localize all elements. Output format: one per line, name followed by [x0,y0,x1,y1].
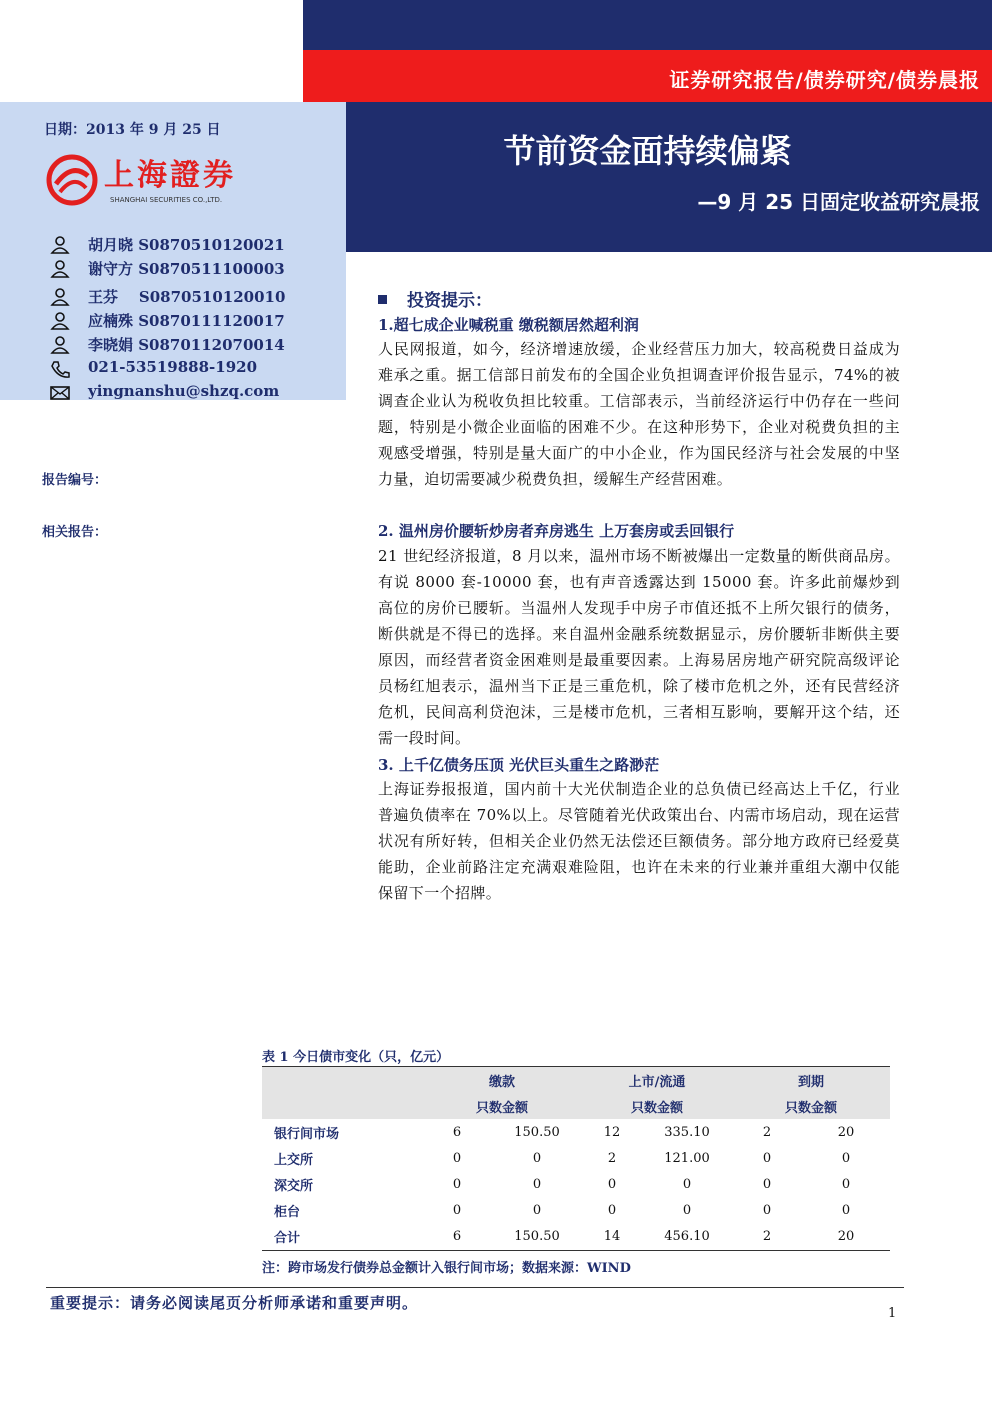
cell: 150.50 [514,1228,560,1244]
cell: 150.50 [514,1124,560,1140]
cell: 121.00 [664,1150,710,1166]
row-name: 柜台 [274,1204,301,1220]
table-group-header-row [262,1067,890,1093]
square-bullet-icon [378,295,387,304]
row-name: 合计 [274,1230,301,1246]
table-row [262,1197,890,1223]
cell: 0 [762,1202,772,1218]
cell: 14 [603,1228,621,1244]
cell: 0 [452,1176,462,1192]
logo-english-name: SHANGHAI SECURITIES CO.,LTD. [110,196,223,204]
table-subheader: 只数金额 [784,1100,837,1116]
analyst-row [50,334,350,354]
item-body: 上海证券报报道，国内前十大光伏制造企业的总负债已经高达上千亿，行业普遍负债率在 70%以上。尽管随着光伏政策出台、内需市场启动，现在运营状况有所好转，但相关企业仍然无法偿还巨额债务。部分地方政府已经爱莫能助，企业前路注定充满艰难险阻，也许在未来的行业兼并重组大潮中仅能保留下一个招牌。 [378,780,900,902]
cell: 0 [841,1150,851,1166]
footer-rule [46,1287,904,1288]
cell: 6 [452,1124,462,1140]
email-row [50,382,350,402]
item-title: 3. 上千亿债务压顶 光伏巨头重生之路渺茫 [378,756,660,774]
cell: 2 [762,1228,772,1244]
report-number-label: 报告编号： [42,473,108,488]
cell: 20 [837,1124,855,1140]
person-icon [50,288,70,306]
report-title: 节前资金面持续偏紧 [503,132,792,170]
cell: 0 [607,1202,617,1218]
person-icon [50,260,70,278]
table-total-row [262,1223,890,1249]
bond-market-table [262,1067,890,1249]
cell: 0 [452,1202,462,1218]
analyst-text: 王芬 S0870510120010 [88,288,286,306]
phone-number: 021-53519888-1920 [88,358,258,376]
row-name: 上交所 [274,1152,314,1168]
analyst-text: 谢守方 S0870511100003 [88,260,285,278]
email-address[interactable]: yingnanshu@shzq.com [88,382,280,400]
cell: 6 [452,1228,462,1244]
analyst-text: 胡月晓 S0870510120021 [88,236,285,254]
cell: 0 [841,1176,851,1192]
mail-icon [50,384,70,402]
report-category: 证券研究报告/债券研究/债券晨报 [669,68,980,92]
table-note: 注：跨市场发行债券总金额计入银行间市场；数据来源：WIND [262,1261,631,1276]
item-body: 人民网报道，如今，经济增速放缓，企业经营压力加大，较高税费日益成为难承之重。据工信部日前发布的全国企业负担调查评价报告显示，74%的被调查企业认为税收负担比较重。工信部表示，当前经济运行中仍存在一些问题，特别是小微企业面临的困难不少。在这种形势下，企业对税费负担的主观感受增强，特别是量大面广的中小企业，作为国民经济与社会发展的中坚力量，迫切需要减少税费负担，缓解生产经营困难。 [378,340,900,488]
company-logo [46,150,286,212]
person-icon [50,236,70,254]
table-row [262,1119,890,1145]
row-name: 银行间市场 [274,1126,340,1142]
phone-icon [50,360,70,378]
cell: 0 [452,1150,462,1166]
table-subheader: 只数金额 [630,1100,683,1116]
table-row [262,1171,890,1197]
analyst-row [50,258,350,278]
item-title: 1.超七成企业喊税重 缴税额居然超利润 [378,316,639,334]
table-subheader-row [262,1093,890,1119]
table-group-header: 缴款 [488,1074,515,1090]
cell: 335.10 [664,1124,710,1140]
table-group-header: 上市/流通 [628,1074,686,1090]
logo-chinese-name: 上海證券 [104,158,236,193]
analyst-text: 李晓娟 S0870112070014 [88,336,285,354]
cell: 0 [607,1176,617,1192]
cell: 456.10 [664,1228,710,1244]
person-icon [50,312,70,330]
cell: 20 [837,1228,855,1244]
row-name: 深交所 [274,1178,314,1194]
cell: 0 [841,1202,851,1218]
related-reports-label: 相关报告： [42,525,108,540]
cell: 0 [682,1202,692,1218]
report-date: 日期：2013 年 9 月 25 日 [44,122,221,138]
table-subheader: 只数金额 [475,1100,528,1116]
table-caption: 表 1 今日债市变化（只，亿元） [262,1050,450,1065]
table-corner [262,1067,422,1093]
table-row [262,1145,890,1171]
table-group-header: 到期 [797,1074,824,1090]
person-icon [50,336,70,354]
section-heading [378,286,492,311]
analyst-row [50,286,350,306]
section-heading-text: 投资提示： [407,291,492,311]
cell: 0 [532,1202,542,1218]
report-subtitle: —9 月 25 日固定收益研究晨报 [697,190,980,214]
cell: 12 [603,1124,621,1140]
logo-mark-icon [46,154,98,206]
cell: 0 [682,1176,692,1192]
page-number: 1 [888,1306,897,1321]
cell: 0 [762,1150,772,1166]
cell: 0 [532,1176,542,1192]
cell: 2 [607,1150,617,1166]
cell: 2 [762,1124,772,1140]
phone-row [50,358,350,378]
analyst-row [50,234,350,254]
important-notice: 重要提示：请务必阅读尾页分析师承诺和重要声明。 [50,1294,419,1312]
analyst-text: 应楠殊 S0870111120017 [88,312,285,330]
cell: 0 [532,1150,542,1166]
table-corner [262,1093,422,1119]
table-bottom-rule [262,1250,890,1251]
item-body: 21 世纪经济报道，8 月以来，温州市场不断被爆出一定数量的断供商品房。有说 8000 套-10000 套，也有声音透露达到 15000 套。许多此前爆炒到高位的房价已腰斩。当温州人发现手中房子市值还抵不上所欠银行的债务，断供就是不得已的选择。来自温州金融系统数据显示，房价腰斩非断供主要原因，而经营者资金困难则是最重要因素。上海易居房地产研究院高级评论员杨红旭表示，温州当下正是三重危机，除了楼市危机之外，还有民营经济危机，民间高利贷泡沫，三是楼市危机，三者相互影响，要解开这个结，还需一段时间。 [378,547,900,747]
cell: 0 [762,1176,772,1192]
analyst-row [50,310,350,330]
item-title: 2. 温州房价腰斩炒房者弃房逃生 上万套房或丢回银行 [378,522,735,540]
header-title-band [303,102,992,252]
header-top-band [303,0,992,50]
